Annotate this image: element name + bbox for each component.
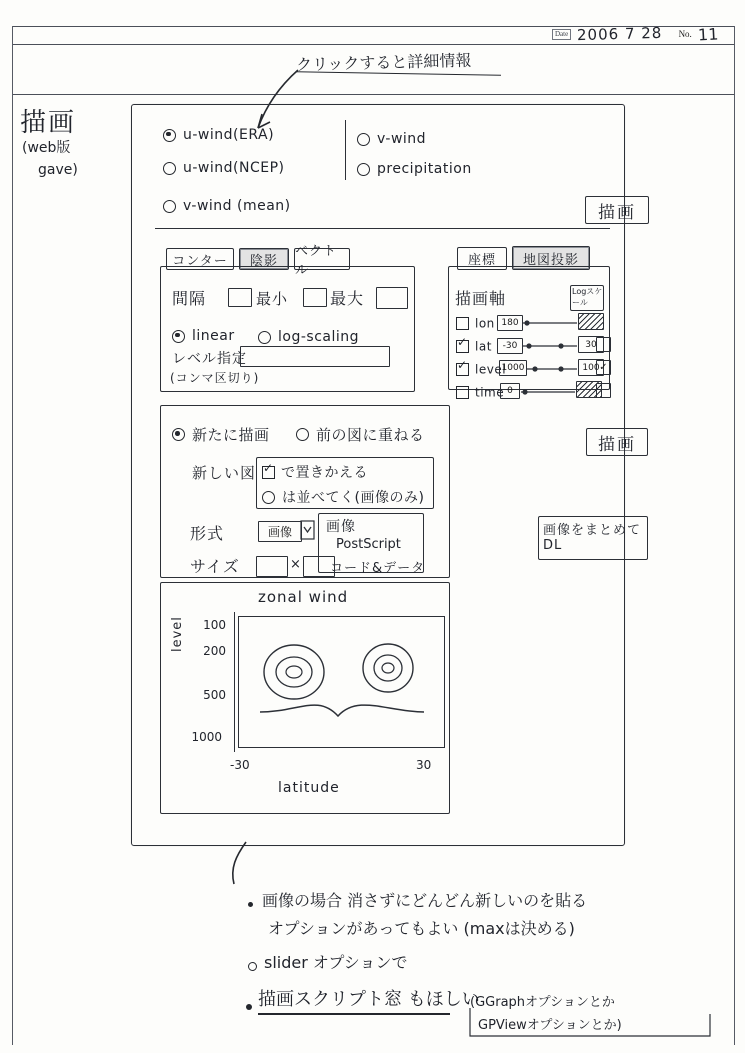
option-label: u-wind(NCEP) bbox=[183, 160, 285, 176]
level-log-checkbox[interactable]: ✓ bbox=[596, 360, 611, 375]
tab-map-projection[interactable]: 地図投影 bbox=[512, 246, 590, 270]
option-label: linear bbox=[192, 328, 235, 344]
option-label: 新たに描画 bbox=[192, 426, 270, 444]
radio-icon[interactable] bbox=[163, 200, 176, 213]
tab-contour[interactable]: コンター bbox=[166, 248, 234, 270]
option-log-scaling[interactable] bbox=[258, 329, 359, 345]
note-bullet-1 bbox=[248, 902, 253, 907]
note-bullet-3 bbox=[246, 1004, 252, 1010]
option-label: v-wind (mean) bbox=[183, 198, 291, 214]
page-title-main: 描画 bbox=[20, 108, 77, 138]
radio-icon[interactable] bbox=[357, 133, 370, 146]
option-label: precipitation bbox=[377, 161, 472, 177]
interval-input[interactable] bbox=[228, 288, 252, 307]
note-bullet-2 bbox=[248, 962, 257, 971]
min-input[interactable] bbox=[303, 288, 327, 307]
date-label: Date bbox=[552, 29, 571, 40]
draw-button-top[interactable]: 描画 bbox=[585, 196, 649, 224]
axis-row-lon[interactable] bbox=[456, 316, 495, 331]
option-label: で置きかえる bbox=[281, 465, 368, 481]
radio-icon[interactable] bbox=[262, 491, 275, 504]
option-label: v-wind bbox=[377, 131, 427, 147]
level-end-input[interactable]: 100 bbox=[578, 359, 604, 376]
page-title bbox=[20, 108, 125, 181]
format-option-image[interactable]: 画像 bbox=[326, 519, 356, 535]
option-label: は並べてく(画像のみ) bbox=[282, 490, 425, 506]
chart-plot-area bbox=[238, 616, 445, 748]
axis-row-label: level bbox=[475, 362, 507, 377]
checkbox-icon[interactable] bbox=[262, 466, 275, 479]
option-tile[interactable] bbox=[262, 487, 424, 507]
option-v-wind[interactable] bbox=[357, 131, 426, 147]
log-scale-label: Logスケール bbox=[572, 287, 603, 307]
tab-shading[interactable]: 陰影 bbox=[239, 248, 289, 270]
radio-icon[interactable] bbox=[258, 331, 271, 344]
size-label: サイズ bbox=[190, 557, 240, 576]
axis-row-label: lon bbox=[475, 316, 495, 331]
option-label: log-scaling bbox=[278, 329, 360, 345]
option-label: u-wind(ERA) bbox=[183, 127, 275, 143]
annotation-click-detail: クリックすると詳細情報 bbox=[295, 50, 472, 75]
axis-row-label: lat bbox=[475, 339, 492, 354]
radio-icon[interactable] bbox=[163, 162, 176, 175]
axis-row-time[interactable] bbox=[456, 385, 504, 400]
number-value: 11 bbox=[697, 23, 719, 45]
radio-icon[interactable] bbox=[172, 428, 185, 441]
axis-row-lat[interactable] bbox=[456, 339, 492, 354]
date-field bbox=[552, 22, 732, 46]
new-window-label: 新しい図 bbox=[192, 464, 257, 482]
format-option-postscript[interactable]: PostScript bbox=[336, 537, 401, 552]
chart-ytick-3: 1000 bbox=[191, 730, 222, 744]
option-u-wind-era[interactable] bbox=[163, 127, 274, 143]
date-value: 2006 7 28 bbox=[576, 23, 663, 45]
level-spec-note: (コンマ区切り) bbox=[170, 371, 260, 385]
max-label: 最大 bbox=[330, 289, 365, 308]
notes-arrow bbox=[218, 840, 258, 888]
size-separator: × bbox=[290, 557, 301, 572]
option-render-new[interactable] bbox=[172, 424, 270, 445]
radio-icon[interactable] bbox=[357, 163, 370, 176]
chart-x-label: latitude bbox=[278, 780, 340, 796]
option-render-overlay[interactable] bbox=[296, 424, 425, 445]
option-linear[interactable] bbox=[172, 328, 235, 344]
max-input[interactable] bbox=[376, 287, 408, 309]
axis-row-label: time bbox=[475, 385, 505, 400]
chart-xtick-1: 30 bbox=[416, 758, 432, 772]
level-spec-label: レベル指定 bbox=[172, 351, 247, 367]
format-select[interactable]: 画像 bbox=[258, 521, 302, 542]
margin-rule-left bbox=[12, 26, 13, 1045]
lon-start-input[interactable]: 180 bbox=[497, 315, 523, 331]
option-replace[interactable] bbox=[262, 462, 368, 482]
lat-start-input[interactable]: -30 bbox=[497, 338, 523, 354]
chart-ytick-0: 100 bbox=[203, 618, 226, 632]
note-3-side-2: GPViewオプションとか) bbox=[478, 1018, 622, 1033]
chart-ytick-1: 200 bbox=[203, 644, 226, 658]
option-u-wind-ncep[interactable] bbox=[163, 160, 284, 176]
note-3-side-1: (GGraphオプションとか bbox=[470, 995, 615, 1010]
checkbox-icon[interactable] bbox=[456, 340, 469, 353]
note-1-line-1: 画像の場合 消さずにどんどん新しいのを貼る bbox=[262, 891, 588, 910]
option-precipitation[interactable] bbox=[357, 161, 472, 177]
note-1-line-2: オプションがあってもよい (maxは決める) bbox=[268, 919, 575, 938]
variable-section-divider bbox=[155, 228, 610, 229]
radio-icon[interactable] bbox=[296, 428, 309, 441]
radio-icon[interactable] bbox=[163, 129, 176, 142]
checkbox-icon[interactable] bbox=[456, 363, 469, 376]
note-3-underline bbox=[258, 1013, 450, 1015]
note-3-line-1: 描画スクリプト窓 もほしい bbox=[258, 989, 480, 1010]
header-rule-third bbox=[12, 94, 735, 95]
format-label: 形式 bbox=[190, 524, 225, 543]
option-v-wind-mean[interactable] bbox=[163, 198, 291, 214]
page-title-sub1: (web版 bbox=[22, 140, 71, 156]
checkbox-icon[interactable] bbox=[456, 386, 469, 399]
variable-column-divider bbox=[345, 120, 346, 180]
note-2-line-1: slider オプションで bbox=[264, 953, 408, 972]
page-title-sub2: gave) bbox=[38, 162, 78, 178]
lat-end-input[interactable]: 30 bbox=[578, 336, 604, 353]
size-width-input[interactable] bbox=[256, 556, 288, 577]
chart-y-label: level bbox=[170, 616, 185, 652]
checkbox-icon[interactable] bbox=[456, 317, 469, 330]
lat-log-checkbox[interactable] bbox=[596, 337, 611, 352]
download-note-line1: 画像をまとめて bbox=[543, 523, 642, 538]
time-log-checkbox[interactable] bbox=[596, 383, 611, 398]
level-start-input[interactable]: 1000 bbox=[499, 360, 527, 376]
option-label: 前の図に重ねる bbox=[316, 426, 425, 444]
download-note-line2: DL bbox=[543, 538, 563, 553]
radio-icon[interactable] bbox=[172, 330, 185, 343]
tab-vector[interactable]: ベクトル bbox=[294, 248, 350, 270]
draw-button-middle[interactable]: 描画 bbox=[586, 428, 648, 456]
chart bbox=[160, 588, 460, 813]
chart-title: zonal wind bbox=[258, 588, 349, 606]
chart-xtick-0: -30 bbox=[230, 758, 250, 772]
tab-coordinates[interactable]: 座標 bbox=[457, 247, 507, 270]
min-label: 最小 bbox=[256, 290, 289, 308]
chart-ytick-2: 500 bbox=[203, 688, 226, 702]
margin-rule-right bbox=[734, 26, 735, 1045]
number-label: No. bbox=[678, 29, 692, 39]
axis-panel-title: 描画軸 bbox=[455, 289, 507, 308]
level-spec-input[interactable] bbox=[240, 346, 390, 367]
chart-y-axis bbox=[234, 612, 235, 752]
size-height-input[interactable] bbox=[303, 556, 335, 577]
interval-label: 間隔 bbox=[172, 289, 207, 308]
format-option-code-data[interactable]: コード&データ bbox=[330, 561, 426, 576]
lon-end-input[interactable] bbox=[578, 313, 604, 330]
time-start-input[interactable]: 0 bbox=[500, 383, 520, 399]
